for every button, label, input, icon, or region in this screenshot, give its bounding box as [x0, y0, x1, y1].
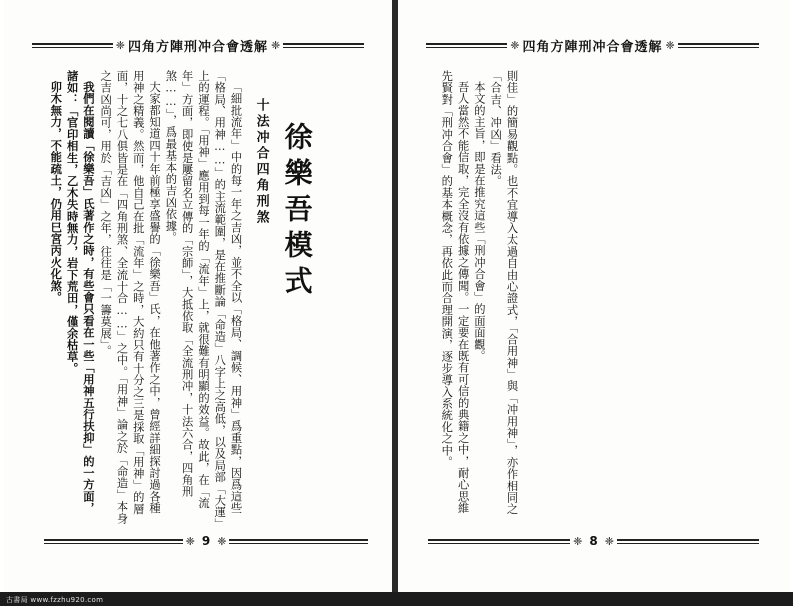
scan-bottom-strip — [0, 592, 793, 606]
paragraph: 則佳」的簡易觀點。也不宜導入太過自由心證式，「合用神」與「冲用神」，亦作相同之「合吉、冲凶」看法。 — [489, 70, 519, 515]
right-page — [398, 0, 789, 592]
ornament-icon: ❈ — [115, 38, 125, 52]
page-number: 8 — [589, 534, 598, 548]
source-watermark: 古書局 www.fzzhu920.com — [6, 596, 104, 604]
paragraph: 我們在閱讀「徐樂吾」氏著作之時，有些會只看在一些「用神五行扶抑」的一方面，諸如：「官印相生，乙木失時無力，岩下荒田，僅余枯草。 — [65, 70, 96, 515]
paragraph: 大家都知道四十年前極享盛譽的「徐樂吾」氏，在他著作之中，曾經詳細探討過各種用神之精義。然而，他自己在批「流年」之時，大約只有十分之三是採取「用神」的層面，十之七八俱皆是在「四角刑煞、全流十合……」之中。「用神」論之於「命造」本身之吉凶尚可，用於「吉凶」之年，往往是「一籌莫展」。 — [99, 70, 162, 525]
ornament-icon: ❈ — [573, 534, 583, 548]
footer-rule — [617, 539, 759, 544]
chapter-title: 徐樂吾模式 — [280, 122, 314, 302]
left-page-body — [48, 70, 363, 525]
left-page — [4, 0, 393, 592]
header-rule — [426, 43, 507, 48]
paragraph: 本文的主旨，即是在推究這些「刑冲合會」的面面觀。 — [472, 81, 486, 363]
footer-rule — [44, 539, 183, 544]
right-page-body — [438, 70, 768, 525]
page-number: 9 — [201, 534, 211, 548]
left-page-header — [32, 37, 364, 53]
paragraph: 「細批流年」中的每一年之吉凶，並不全以「格局、調候、用神」爲重點，因爲這些「格局、用神……」的主流範圍，是在推斷論「命造」八字上之高低，以及局部「大運」上的運程。「用神」應用到每一年的「流年」上，就很難有明顯的效益。故此，在「流年」方面，即使是屢留名立傳的「宗師」，大抵依取「全流刑冲，十法六合，四角刑煞……」，爲最基本的吉凶依據。 — [164, 70, 243, 525]
ornament-icon: ❈ — [604, 534, 614, 548]
ornament-icon: ❈ — [185, 534, 195, 548]
paragraph: 吾人當然不能信取，完全沒有依據之傳聞。一定要在既有可信的典籍之中，耐心思維先賢對「刑冲合會」的基本概念，再依此而合理開演，逐步導入系統化之中。 — [440, 70, 470, 515]
ornament-icon: ❈ — [665, 38, 675, 52]
left-page-footer — [44, 534, 368, 548]
vertical-text-block — [48, 70, 318, 525]
section-subtitle: 十法冲合四角刑煞 — [253, 98, 269, 226]
ornament-icon: ❈ — [510, 38, 520, 52]
header-rule — [32, 43, 113, 48]
vertical-text-block — [438, 70, 519, 525]
header-rule — [678, 43, 759, 48]
ornament-icon: ❈ — [217, 534, 227, 548]
footer-rule — [428, 539, 570, 544]
footer-rule — [229, 539, 368, 544]
ornament-icon: ❈ — [271, 38, 281, 52]
running-title: 四角方陣刑冲合會透解 — [522, 39, 663, 55]
running-title: 四角方陣刑冲合會透解 — [128, 39, 269, 55]
right-page-header — [426, 37, 759, 53]
header-rule — [283, 43, 364, 48]
paragraph: 卯木無力，不能疏土，仍用巳宮丙火化煞。 — [49, 81, 64, 304]
right-page-footer — [428, 534, 759, 548]
